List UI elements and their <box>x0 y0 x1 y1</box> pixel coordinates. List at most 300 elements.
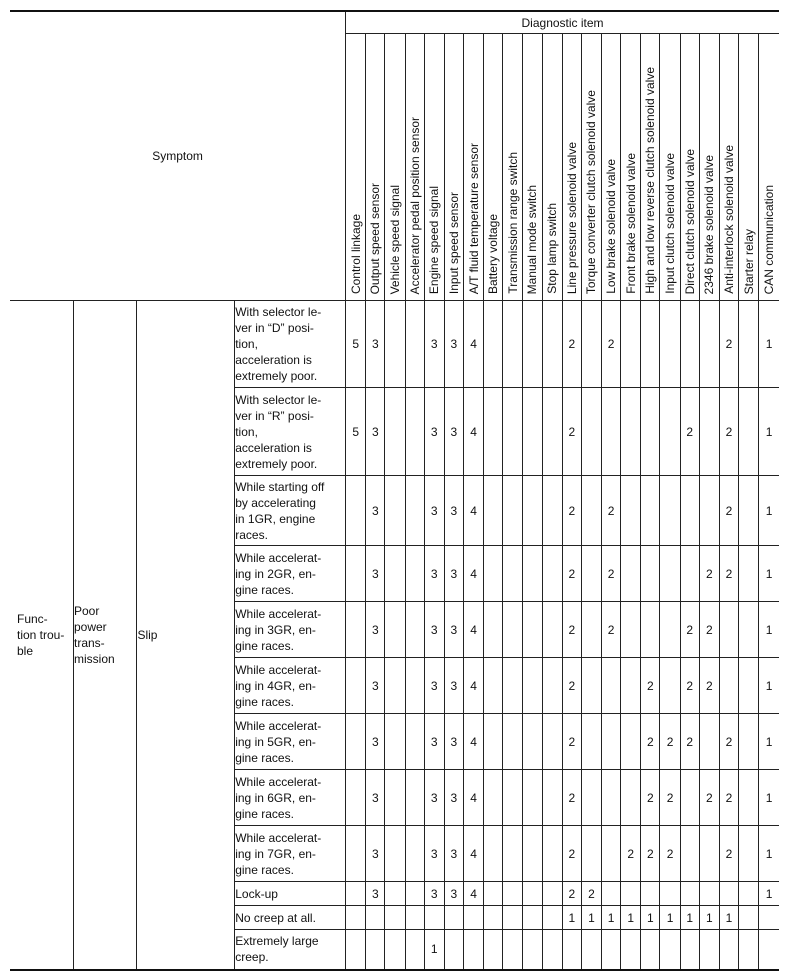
symptom-description: While accelerat- ing in 2GR, en- gine races. <box>235 546 346 602</box>
priority-cell: 2 <box>699 658 719 714</box>
priority-cell <box>385 602 405 658</box>
priority-cell: 2 <box>660 826 680 882</box>
priority-cell <box>719 658 738 714</box>
priority-cell <box>739 602 759 658</box>
priority-cell <box>621 301 641 388</box>
priority-cell <box>346 770 366 826</box>
symptom-group-2: Poor power trans- mission <box>73 301 136 970</box>
symptom-header: Symptom <box>10 11 346 301</box>
diagnostic-item-label: Front brake solenoid valve <box>623 153 638 294</box>
symptom-description: With selector le- ver in “R” posi- tion, acceleration is extremely poor. <box>235 388 346 476</box>
priority-cell: 3 <box>366 388 385 476</box>
priority-cell <box>660 301 680 388</box>
diagnostic-item-label: Control linkage <box>348 213 363 294</box>
priority-cell: 2 <box>562 658 581 714</box>
priority-cell <box>739 826 759 882</box>
priority-cell <box>680 930 699 970</box>
priority-cell <box>699 388 719 476</box>
priority-cell: 1 <box>660 906 680 930</box>
priority-cell <box>581 658 601 714</box>
priority-cell <box>542 546 562 602</box>
priority-cell <box>621 770 641 826</box>
priority-cell <box>444 906 463 930</box>
priority-cell <box>523 906 542 930</box>
priority-cell: 3 <box>366 476 385 546</box>
priority-cell: 3 <box>424 770 444 826</box>
priority-cell <box>581 826 601 882</box>
priority-cell <box>405 388 424 476</box>
priority-cell <box>641 301 660 388</box>
priority-cell: 1 <box>562 906 581 930</box>
priority-cell <box>621 388 641 476</box>
priority-cell: 4 <box>463 476 483 546</box>
priority-cell: 1 <box>759 826 779 882</box>
priority-cell: 1 <box>759 301 779 388</box>
priority-cell: 3 <box>444 658 463 714</box>
diagnostic-item-label: Line pressure solenoid valve <box>564 141 579 294</box>
diagnostic-item-label: Transmission range switch <box>505 152 520 294</box>
priority-cell: 2 <box>562 388 581 476</box>
diagnostic-item-label: Accelerator pedal position sensor <box>407 116 422 294</box>
priority-cell <box>503 602 523 658</box>
priority-cell <box>542 388 562 476</box>
priority-cell: 2 <box>719 826 738 882</box>
symptom-diagnostic-table <box>10 10 779 971</box>
priority-cell: 2 <box>562 714 581 770</box>
priority-cell: 2 <box>680 658 699 714</box>
priority-cell: 1 <box>680 906 699 930</box>
priority-cell <box>581 714 601 770</box>
symptom-description: While accelerat- ing in 3GR, en- gine races. <box>235 602 346 658</box>
priority-cell <box>739 476 759 546</box>
priority-cell <box>739 388 759 476</box>
symptom-description: Extremely large creep. <box>235 930 346 970</box>
symptom-description: While starting off by accelerating in 1GR, engine races. <box>235 476 346 546</box>
priority-cell <box>346 930 366 970</box>
diagnostic-item-column-header <box>660 34 680 301</box>
priority-cell <box>385 826 405 882</box>
priority-cell: 1 <box>621 906 641 930</box>
priority-cell <box>719 882 738 906</box>
priority-cell: 3 <box>366 882 385 906</box>
priority-cell: 4 <box>463 388 483 476</box>
priority-cell <box>581 301 601 388</box>
diagnostic-item-column-header <box>699 34 719 301</box>
priority-cell <box>542 301 562 388</box>
priority-cell <box>484 602 503 658</box>
diagnostic-item-label: Anti-interlock solenoid valve <box>721 145 736 294</box>
priority-cell: 4 <box>463 826 483 882</box>
priority-cell: 2 <box>641 714 660 770</box>
priority-cell <box>641 388 660 476</box>
priority-cell <box>405 882 424 906</box>
priority-cell <box>581 388 601 476</box>
diagnostic-item-column-header <box>366 34 385 301</box>
symptom-description: No creep at all. <box>235 906 346 930</box>
priority-cell: 2 <box>699 602 719 658</box>
priority-cell <box>484 930 503 970</box>
priority-cell: 2 <box>660 770 680 826</box>
priority-cell: 2 <box>680 714 699 770</box>
diagnostic-item-label: Engine speed signal <box>427 185 442 294</box>
priority-cell: 3 <box>366 826 385 882</box>
diagnostic-item-column-header <box>484 34 503 301</box>
priority-cell <box>405 658 424 714</box>
priority-cell: 4 <box>463 658 483 714</box>
priority-cell <box>542 770 562 826</box>
priority-cell: 2 <box>581 882 601 906</box>
priority-cell <box>523 546 542 602</box>
symptom-description: While accelerat- ing in 4GR, en- gine races. <box>235 658 346 714</box>
priority-cell: 4 <box>463 714 483 770</box>
priority-cell <box>739 882 759 906</box>
symptom-description: With selector le- ver in “D” posi- tion, acceleration is extremely poor. <box>235 301 346 388</box>
priority-cell: 1 <box>759 602 779 658</box>
priority-cell: 2 <box>719 301 738 388</box>
priority-cell <box>699 882 719 906</box>
priority-cell <box>581 930 601 970</box>
priority-cell <box>581 476 601 546</box>
priority-cell <box>405 826 424 882</box>
diagnostic-item-label: Vehicle speed signal <box>387 184 402 294</box>
diagnostic-item-label: Starter relay <box>741 228 756 294</box>
diagnostic-item-column-header <box>405 34 424 301</box>
diagnostic-item-label: 2346 brake solenoid valve <box>702 154 717 294</box>
priority-cell <box>484 770 503 826</box>
table-row <box>10 301 779 388</box>
priority-cell <box>405 546 424 602</box>
priority-cell <box>602 770 621 826</box>
priority-cell <box>484 476 503 546</box>
symptom-description: While accelerat- ing in 6GR, en- gine races. <box>235 770 346 826</box>
priority-cell <box>621 658 641 714</box>
priority-cell: 1 <box>759 476 779 546</box>
priority-cell <box>523 882 542 906</box>
symptom-description: While accelerat- ing in 7GR, en- gine races. <box>235 826 346 882</box>
priority-cell <box>346 714 366 770</box>
priority-cell <box>699 930 719 970</box>
priority-cell: 3 <box>366 602 385 658</box>
priority-cell <box>484 658 503 714</box>
priority-cell: 1 <box>581 906 601 930</box>
priority-cell: 2 <box>602 546 621 602</box>
priority-cell <box>385 301 405 388</box>
priority-cell <box>523 930 542 970</box>
priority-cell <box>641 882 660 906</box>
priority-cell <box>621 546 641 602</box>
priority-cell: 2 <box>621 826 641 882</box>
priority-cell <box>739 301 759 388</box>
priority-cell: 3 <box>366 301 385 388</box>
priority-cell <box>739 770 759 826</box>
priority-cell <box>641 476 660 546</box>
priority-cell: 1 <box>759 714 779 770</box>
symptom-group-3: Slip <box>137 301 235 970</box>
priority-cell: 2 <box>562 476 581 546</box>
priority-cell <box>484 301 503 388</box>
diagnostic-item-label: Torque converter clutch solenoid valve <box>584 89 599 294</box>
priority-cell <box>699 826 719 882</box>
priority-cell: 3 <box>424 714 444 770</box>
priority-cell: 2 <box>719 476 738 546</box>
priority-cell <box>523 770 542 826</box>
priority-cell <box>523 658 542 714</box>
priority-cell: 3 <box>424 546 444 602</box>
priority-cell <box>405 301 424 388</box>
priority-cell <box>405 602 424 658</box>
priority-cell: 3 <box>366 770 385 826</box>
priority-cell: 1 <box>602 906 621 930</box>
priority-cell <box>405 714 424 770</box>
priority-cell <box>660 388 680 476</box>
priority-cell: 3 <box>444 301 463 388</box>
priority-cell <box>542 882 562 906</box>
priority-cell: 3 <box>444 770 463 826</box>
diagnostic-item-column-header <box>562 34 581 301</box>
priority-cell <box>680 546 699 602</box>
priority-cell: 3 <box>424 882 444 906</box>
priority-cell <box>660 476 680 546</box>
priority-cell: 4 <box>463 602 483 658</box>
priority-cell <box>602 826 621 882</box>
priority-cell <box>385 930 405 970</box>
priority-cell: 2 <box>562 882 581 906</box>
priority-cell: 3 <box>366 714 385 770</box>
priority-cell: 2 <box>602 476 621 546</box>
priority-cell: 3 <box>366 658 385 714</box>
diagnostic-item-column-header <box>463 34 483 301</box>
symptom-description: Lock-up <box>235 882 346 906</box>
priority-cell <box>385 546 405 602</box>
priority-cell <box>424 906 444 930</box>
priority-cell <box>621 930 641 970</box>
diagnostic-item-column-header <box>346 34 366 301</box>
priority-cell <box>759 930 779 970</box>
priority-cell: 4 <box>463 301 483 388</box>
priority-cell <box>503 826 523 882</box>
priority-cell <box>699 301 719 388</box>
priority-cell <box>542 930 562 970</box>
priority-cell <box>346 826 366 882</box>
priority-cell <box>346 658 366 714</box>
priority-cell: 2 <box>680 602 699 658</box>
diagnostic-item-label: A/T fluid temperature sensor <box>466 142 481 294</box>
priority-cell <box>660 882 680 906</box>
priority-cell <box>719 602 738 658</box>
priority-cell <box>621 882 641 906</box>
priority-cell <box>484 388 503 476</box>
priority-cell <box>503 770 523 826</box>
priority-cell: 2 <box>562 770 581 826</box>
priority-cell <box>503 906 523 930</box>
diagnostic-item-header: Diagnostic item <box>346 11 779 34</box>
priority-cell: 2 <box>602 602 621 658</box>
priority-cell: 2 <box>562 546 581 602</box>
priority-cell <box>759 906 779 930</box>
priority-cell <box>346 546 366 602</box>
priority-cell <box>503 301 523 388</box>
priority-cell: 3 <box>444 546 463 602</box>
priority-cell <box>542 714 562 770</box>
priority-cell <box>699 476 719 546</box>
diagnostic-item-label: Battery voltage <box>486 213 501 294</box>
priority-cell <box>503 546 523 602</box>
priority-cell <box>484 826 503 882</box>
priority-cell: 1 <box>759 882 779 906</box>
priority-cell: 3 <box>444 388 463 476</box>
diagnostic-item-column-header <box>641 34 660 301</box>
diagnostic-item-column-header <box>523 34 542 301</box>
priority-cell: 3 <box>424 476 444 546</box>
priority-cell: 4 <box>463 546 483 602</box>
diagnostic-item-label: Input clutch solenoid valve <box>663 153 678 294</box>
priority-cell <box>581 602 601 658</box>
priority-cell <box>602 714 621 770</box>
diagnostic-item-label: Stop lamp switch <box>545 203 560 294</box>
priority-cell: 4 <box>463 770 483 826</box>
priority-cell <box>523 301 542 388</box>
priority-cell <box>523 602 542 658</box>
diagnostic-item-column-header <box>444 34 463 301</box>
priority-cell: 3 <box>424 602 444 658</box>
priority-cell <box>602 930 621 970</box>
priority-cell: 2 <box>719 770 738 826</box>
priority-cell: 3 <box>424 658 444 714</box>
priority-cell <box>680 882 699 906</box>
priority-cell: 1 <box>424 930 444 970</box>
diagnostic-item-column-header <box>680 34 699 301</box>
priority-cell <box>484 906 503 930</box>
priority-cell: 2 <box>719 714 738 770</box>
diagnostic-item-label: Input speed sensor <box>446 191 461 294</box>
diagnostic-item-column-header <box>503 34 523 301</box>
priority-cell <box>484 882 503 906</box>
priority-cell: 3 <box>444 882 463 906</box>
priority-cell <box>660 546 680 602</box>
priority-cell: 1 <box>759 770 779 826</box>
priority-cell: 3 <box>444 826 463 882</box>
priority-cell <box>739 658 759 714</box>
priority-cell <box>602 658 621 714</box>
priority-cell: 1 <box>759 658 779 714</box>
priority-cell <box>405 476 424 546</box>
priority-cell <box>542 906 562 930</box>
priority-cell <box>660 658 680 714</box>
priority-cell: 2 <box>641 826 660 882</box>
priority-cell: 2 <box>562 602 581 658</box>
priority-cell: 2 <box>680 388 699 476</box>
diagnostic-item-column-header <box>621 34 641 301</box>
priority-cell <box>621 602 641 658</box>
priority-cell <box>385 906 405 930</box>
priority-cell <box>680 826 699 882</box>
priority-cell <box>385 770 405 826</box>
priority-cell <box>680 301 699 388</box>
priority-cell <box>739 906 759 930</box>
diagnostic-item-label: Manual mode switch <box>525 184 540 294</box>
priority-cell <box>542 476 562 546</box>
priority-cell <box>484 546 503 602</box>
priority-cell: 2 <box>641 770 660 826</box>
priority-cell <box>680 476 699 546</box>
priority-cell: 1 <box>641 906 660 930</box>
priority-cell <box>346 602 366 658</box>
priority-cell <box>542 826 562 882</box>
diagnostic-item-column-header <box>602 34 621 301</box>
priority-cell <box>405 906 424 930</box>
priority-cell <box>503 882 523 906</box>
priority-cell <box>581 770 601 826</box>
diagnostic-item-column-header <box>581 34 601 301</box>
diagnostic-item-column-header <box>424 34 444 301</box>
priority-cell <box>641 546 660 602</box>
priority-cell <box>621 714 641 770</box>
priority-cell <box>346 476 366 546</box>
priority-cell <box>484 714 503 770</box>
priority-cell <box>680 770 699 826</box>
priority-cell <box>405 770 424 826</box>
diagnostic-item-column-header <box>759 34 779 301</box>
priority-cell <box>463 930 483 970</box>
priority-cell <box>463 906 483 930</box>
diagnostic-item-label: CAN communication <box>762 184 777 294</box>
diagnostic-item-label: Low brake solenoid valve <box>604 159 619 294</box>
priority-cell: 2 <box>719 388 738 476</box>
priority-cell <box>739 930 759 970</box>
priority-cell <box>385 658 405 714</box>
priority-cell <box>523 476 542 546</box>
priority-cell <box>523 826 542 882</box>
priority-cell: 1 <box>699 906 719 930</box>
priority-cell <box>346 882 366 906</box>
priority-cell: 2 <box>562 301 581 388</box>
diagnostic-item-label: High and low reverse clutch solenoid valve <box>643 67 658 294</box>
priority-cell <box>523 714 542 770</box>
priority-cell <box>621 476 641 546</box>
priority-cell: 3 <box>444 476 463 546</box>
priority-cell: 2 <box>641 658 660 714</box>
priority-cell: 2 <box>562 826 581 882</box>
priority-cell <box>405 930 424 970</box>
priority-cell: 5 <box>346 301 366 388</box>
priority-cell <box>739 714 759 770</box>
priority-cell <box>641 930 660 970</box>
priority-cell: 3 <box>444 602 463 658</box>
priority-cell <box>660 930 680 970</box>
priority-cell <box>366 930 385 970</box>
priority-cell: 3 <box>444 714 463 770</box>
priority-cell <box>503 658 523 714</box>
priority-cell <box>366 906 385 930</box>
priority-cell <box>385 476 405 546</box>
priority-cell: 3 <box>366 546 385 602</box>
priority-cell: 2 <box>602 301 621 388</box>
priority-cell: 2 <box>699 546 719 602</box>
priority-cell <box>503 714 523 770</box>
priority-cell <box>641 602 660 658</box>
diagnostic-item-column-header <box>542 34 562 301</box>
priority-cell <box>503 930 523 970</box>
priority-cell: 5 <box>346 388 366 476</box>
priority-cell <box>444 930 463 970</box>
priority-cell <box>739 546 759 602</box>
priority-cell <box>385 388 405 476</box>
diagnostic-item-column-header <box>385 34 405 301</box>
priority-cell <box>602 882 621 906</box>
priority-cell: 4 <box>463 882 483 906</box>
priority-cell <box>542 602 562 658</box>
symptom-group-1: Func- tion trou- ble <box>10 301 73 970</box>
